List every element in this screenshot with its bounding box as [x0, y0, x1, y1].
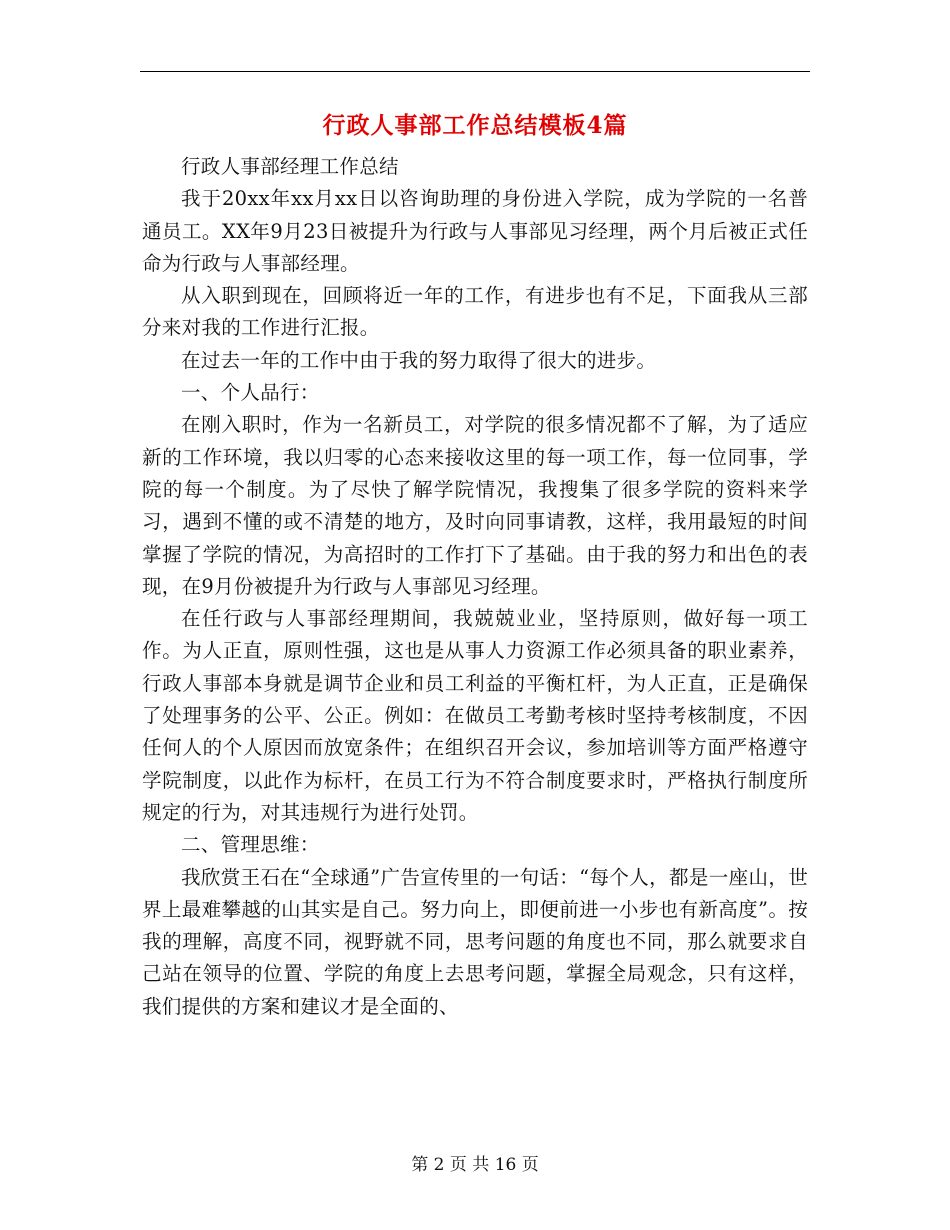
paragraph: 在刚入职时，作为一名新员工，对学院的很多情况都不了解，为了适应新的工作环境，我以归零的心态来接收这里的每一项工作，每一位同事，学院的每一个制度。为了尽快了解学院情况，我搜集了很多学院的资料来学习，遇到不懂的或不清楚的地方，及时向同事请教，这样，我用最短的时间掌握了学院的情况，为高招时的工作打下了基础。由于我的努力和出色的表现，在9月份被提升为行政与人事部见习经理。 [142, 413, 808, 598]
paragraph: 我欣赏王石在“全球通”广告宣传里的一句话：“每个人，都是一座山，世界上最难攀越的山其实是自己。努力向上，即便前进一小步也有新高度”。按我的理解，高度不同，视野就不同，思考问题的角度也不同，那么就要求自己站在领导的位置、学院的角度上去思考问题，掌握全局观念，只有这样，我们提供的方案和建议才是全面的、 [142, 865, 808, 1018]
header-rule [140, 71, 810, 72]
paragraph: 在过去一年的工作中由于我的努力取得了很大的进步。 [181, 348, 657, 372]
section-heading: 二、管理思维： [181, 833, 320, 857]
paragraph-subtitle: 行政人事部经理工作总结 [181, 155, 399, 178]
paragraph: 我于20xx年xx月xx日以咨询助理的身份进入学院，成为学院的一名普通员工。XX年9月23日被提升为行政与人事部见习经理，两个月后被正式任命为行政与人事部经理。 [142, 187, 808, 275]
section-heading: 一、个人品行： [181, 381, 320, 405]
page-number: 第 2 页 共 16 页 [411, 1155, 539, 1175]
document-title: 行政人事部工作总结模板4篇 [322, 112, 628, 139]
document-body [142, 151, 808, 1023]
paragraph: 从入职到现在，回顾将近一年的工作，有进步也有不足，下面我从三部分来对我的工作进行汇报。 [142, 284, 808, 340]
paragraph: 在任行政与人事部经理期间，我兢兢业业，坚持原则，做好每一项工作。为人正直，原则性强，这也是从事人力资源工作必须具备的职业素养，行政人事部本身就是调节企业和员工利益的平衡杠杆，为人正直，正是确保了处理事务的公平、公正。例如：在做员工考勤考核时坚持考核制度，不因任何人的个人原因而放宽条件；在组织召开会议，参加培训等方面严格遵守学院制度，以此作为标杆，在员工行为不符合制度要求时，严格执行制度所规定的行为，对其违规行为进行处罚。 [142, 607, 808, 824]
